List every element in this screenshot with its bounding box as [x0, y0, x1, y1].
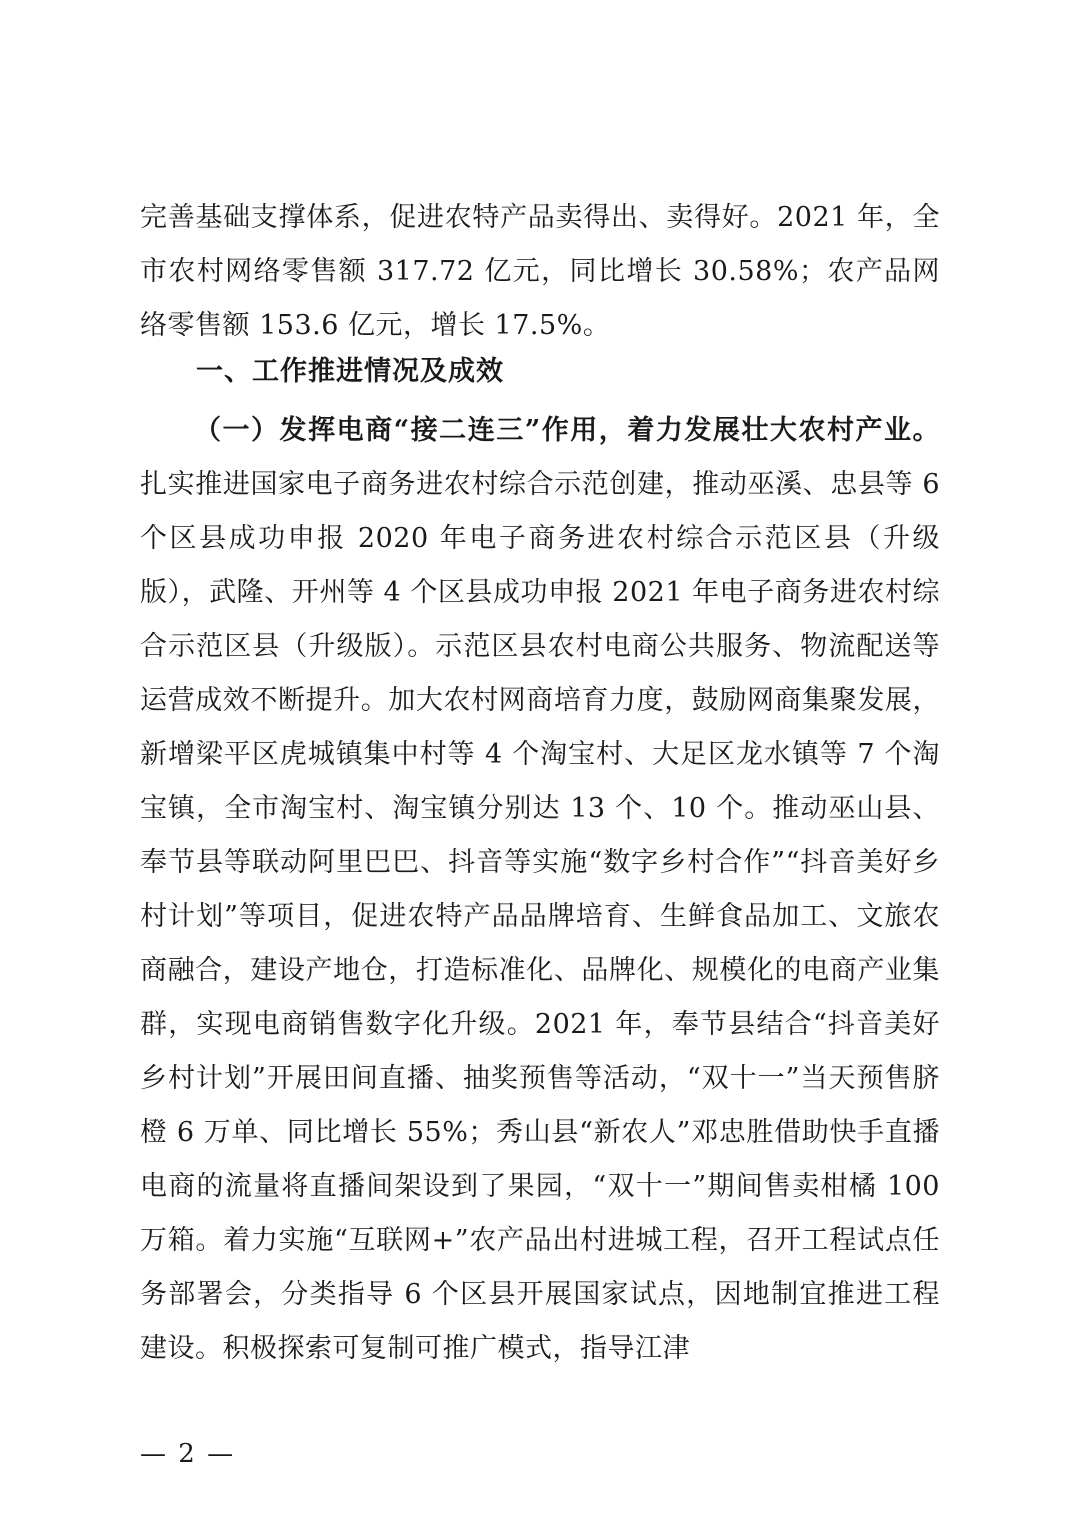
- section-heading: 一、工作推进情况及成效: [196, 356, 504, 387]
- body-paragraph-intro: [140, 191, 940, 353]
- paragraph-with-subheading: [140, 404, 940, 1376]
- subsection-heading: （一）发挥电商“接二连三”作用，着力发展壮大农村产业。: [194, 415, 940, 446]
- paragraph-text: 扎实推进国家电子商务进农村综合示范创建，推动巫溪、忠县等 6 个区县成功申报 2020 年电子商务进农村综合示范区县（升级版），武隆、开州等 4 个区县成功申报 2021 年电子商务进农村综合示范区县（升级版）。示范区县农村电商公共服务、物流配送等运营成效不断提升。加大农村网商培育力度，鼓励网商集聚发展，新增梁平区虎城镇集中村等 4 个淘宝村、大足区龙水镇等 7 个淘宝镇，全市淘宝村、淘宝镇分别达 13 个、10 个。推动巫山县、奉节县等联动阿里巴巴、抖音等实施“数字乡村合作”“抖音美好乡村计划”等项目，促进农特产品品牌培育、生鲜食品加工、文旅农商融合，建设产地仓，打造标准化、品牌化、规模化的电商产业集群，实现电商销售数字化升级。2021 年，奉节县结合“抖音美好乡村计划”开展田间直播、抽奖预售等活动，“双十一”当天预售脐橙 6 万单、同比增长 55%；秀山县“新农人”邓忠胜借助快手直播电商的流量将直播间架设到了果园，“双十一”期间售卖柑橘 100 万箱。着力实施“互联网+”农产品出村进城工程，召开工程试点任务部署会，分类指导 6 个区县开展国家试点，因地制宜推进工程建设。积极探索可复制可推广模式，指导江津: [140, 469, 940, 1364]
- body-paragraph-main: [140, 404, 940, 1376]
- page-number: — 2 —: [140, 1439, 236, 1469]
- paragraph-text: 完善基础支撑体系，促进农特产品卖得出、卖得好。2021 年，全市农村网络零售额 317.72 亿元，同比增长 30.58%；农产品网络零售额 153.6 亿元，增长 17.5%。: [140, 202, 940, 341]
